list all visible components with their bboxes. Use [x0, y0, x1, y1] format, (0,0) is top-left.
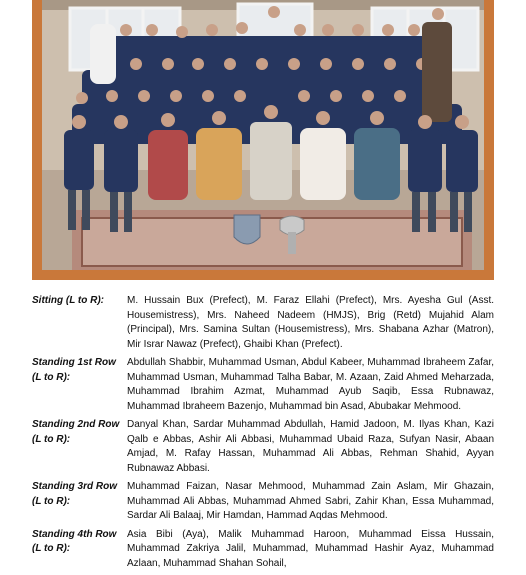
- row-names: Muhammad Faizan, Nasar Mehmood, Muhammad Zain Aslam, Mir Ghazain, Muhammad Ali Abbas, Muhammad Ahmed Sabri, Zahir Khan, Essa Muhammad, Sardar Ali Balaaj, Mir Hamdan, Hammad Aqdas Mehmood.: [127, 481, 494, 521]
- row-label: Standing 1st Row (L to R):: [32, 357, 116, 383]
- photo-frame: [32, 0, 494, 280]
- row-names: Asia Bibi (Aya), Malik Muhammad Haroon, Muhammad Eissa Hussain, Muhammad Zakriya Jalil, Muhammad, Muhammad Hashir Ayaz, Muhammad Azlaan, Muhammad Shahan Sohail,: [127, 528, 494, 569]
- row-names: Danyal Khan, Sardar Muhammad Abdullah, Hamid Jadoon, M. Ilyas Khan, Kazi Qalb e Abbas, Ashir Ali Abbasi, Muhammad Ubaid Raza, Sufyan Nasir, Abaan Amjad, M. Rafay Hassan, Muhammad Ali Abbas, Rehman Shahid, Ayyan Rubnawaz Abbasi.: [127, 419, 494, 474]
- caption-row-standing-4: [32, 528, 494, 572]
- caption-block: [32, 294, 494, 575]
- row-label: Standing 3rd Row (L to R):: [32, 481, 117, 507]
- caption-row-standing-2: [32, 418, 494, 476]
- row-names: Abdullah Shabbir, Muhammad Usman, Abdul Kabeer, Muhammad Ibraheem Zafar, Muhammad Usman, Muhammad Talha Babar, M. Azaan, Zaid Ahmed Meharzada, Muhammad Ibrahim Azmat, Muhammad Ayub Saqib, Essa Rubnawaz, Muhammad Ibraheem Bazenjo, Muhammad bin Asad, Abubakar Mehmood.: [127, 357, 494, 412]
- row-label: Standing 2nd Row (L to R):: [32, 419, 120, 445]
- row-names: M. Hussain Bux (Prefect), M. Faraz Ellahi (Prefect), Mrs. Ayesha Gul (Asst. Housemistress), Mrs. Naheed Nadeem (HMJS), Brig (Retd) Mujahid Alam (Principal), Mrs. Samina Sultan (Housemistress), Mrs. Shabana Azhar (Matron), Mir Israr Nawaz (Prefect), Ghaibi Khan (Prefect).: [127, 295, 494, 350]
- group-photo-illustration: [42, 0, 484, 270]
- group-photo: [42, 0, 484, 270]
- row-label: Sitting (L to R):: [32, 295, 105, 306]
- row-label: Standing 4th Row (L to R):: [32, 528, 117, 554]
- caption-row-sitting: [32, 294, 494, 352]
- caption-row-standing-3: [32, 480, 494, 524]
- caption-row-standing-1: [32, 356, 494, 414]
